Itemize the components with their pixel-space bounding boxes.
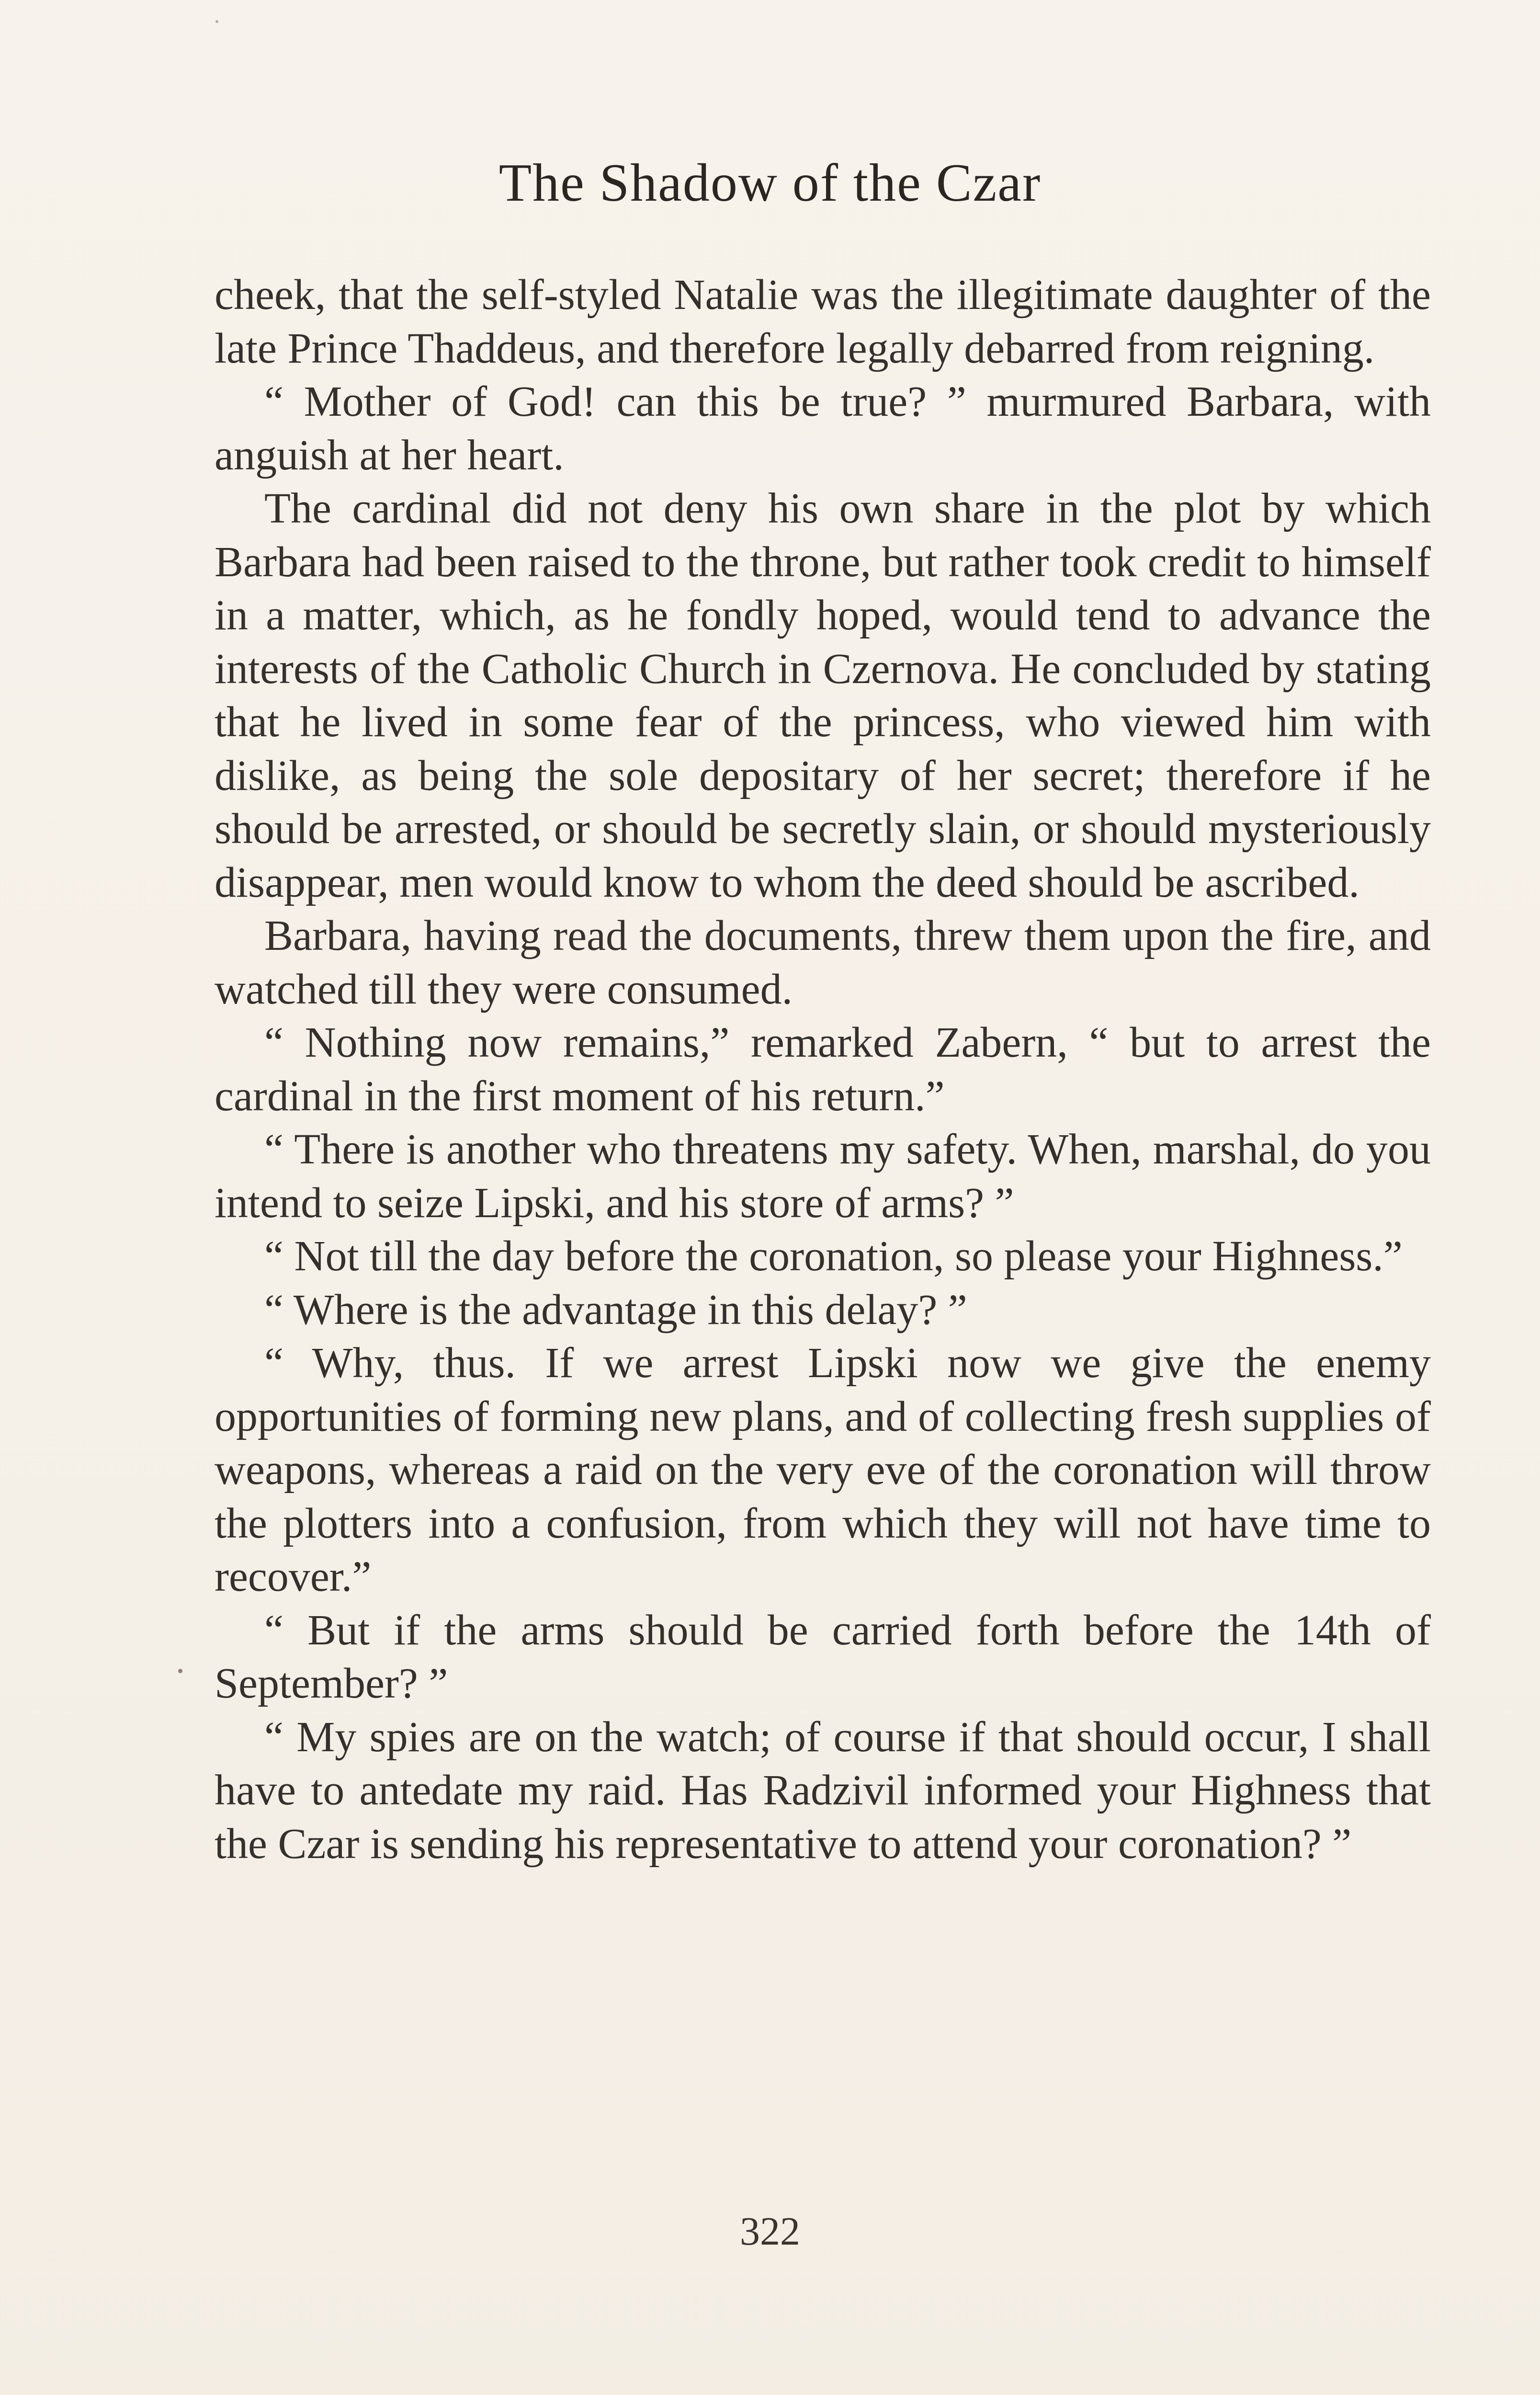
paragraph: “ Where is the advantage in this delay? ” [264, 1286, 967, 1334]
paragraph: Barbara, having read the documents, threw them upon the fire, and watched till they were consumed. [215, 912, 1431, 1013]
paragraph: The cardinal did not deny his own share in the plot by which Barbara had been raised to the throne, but rather took credit to himself in a matter, which, as he fondly hoped, would tend to advance the interests of the Catholic Church in Czernova. He concluded by stating that he lived in some fear of the princess, who viewed him with dislike, as being the sole depositary of her secret; therefore if he should be arrested, or should be secretly slain, or should mysteriously disappear, men would know to whom the deed should be ascribed. [215, 485, 1431, 906]
paragraph: “ My spies are on the watch; of course if that should occur, I shall have to antedate my raid. Has Radzivil informed your Highness that the Czar is sending his representative to attend your coronation? ” [215, 1713, 1431, 1868]
paragraph: “ But if the arms should be carried forth before the 14th of September? ” [215, 1606, 1431, 1707]
paragraph: “ Why, thus. If we arrest Lipski now we give the enemy opportunities of forming new plans, and of collecting fresh supplies of weapons, whereas a raid on the very eve of the coronation will throw the plotters into a confusion, from which they will not have time to recover.” [215, 1339, 1431, 1600]
page-number: 322 [740, 2209, 800, 2254]
paragraph: “ Not till the day before the coronation, so please your Highness.” [264, 1232, 1403, 1280]
running-head: The Shadow of the Czar [498, 153, 1042, 213]
paper-speck [178, 1669, 182, 1673]
paragraph: “ Mother of God! can this be true? ” murmured Barbara, with anguish at her heart. [215, 378, 1431, 479]
paragraph: “ Nothing now remains,” remarked Zabern, “ but to arrest the cardinal in the first moment of his return.” [215, 1019, 1431, 1120]
paragraph: cheek, that the self-styled Natalie was the illegitimate daughter of the late Prince Thaddeus, and therefore legally debarred from reigning. [215, 271, 1431, 372]
page-body [215, 268, 1431, 1870]
paper-speck [215, 20, 218, 23]
paragraph: “ There is another who threatens my safety. When, marshal, do you intend to seize Lipski, and his store of arms? ” [215, 1126, 1431, 1227]
